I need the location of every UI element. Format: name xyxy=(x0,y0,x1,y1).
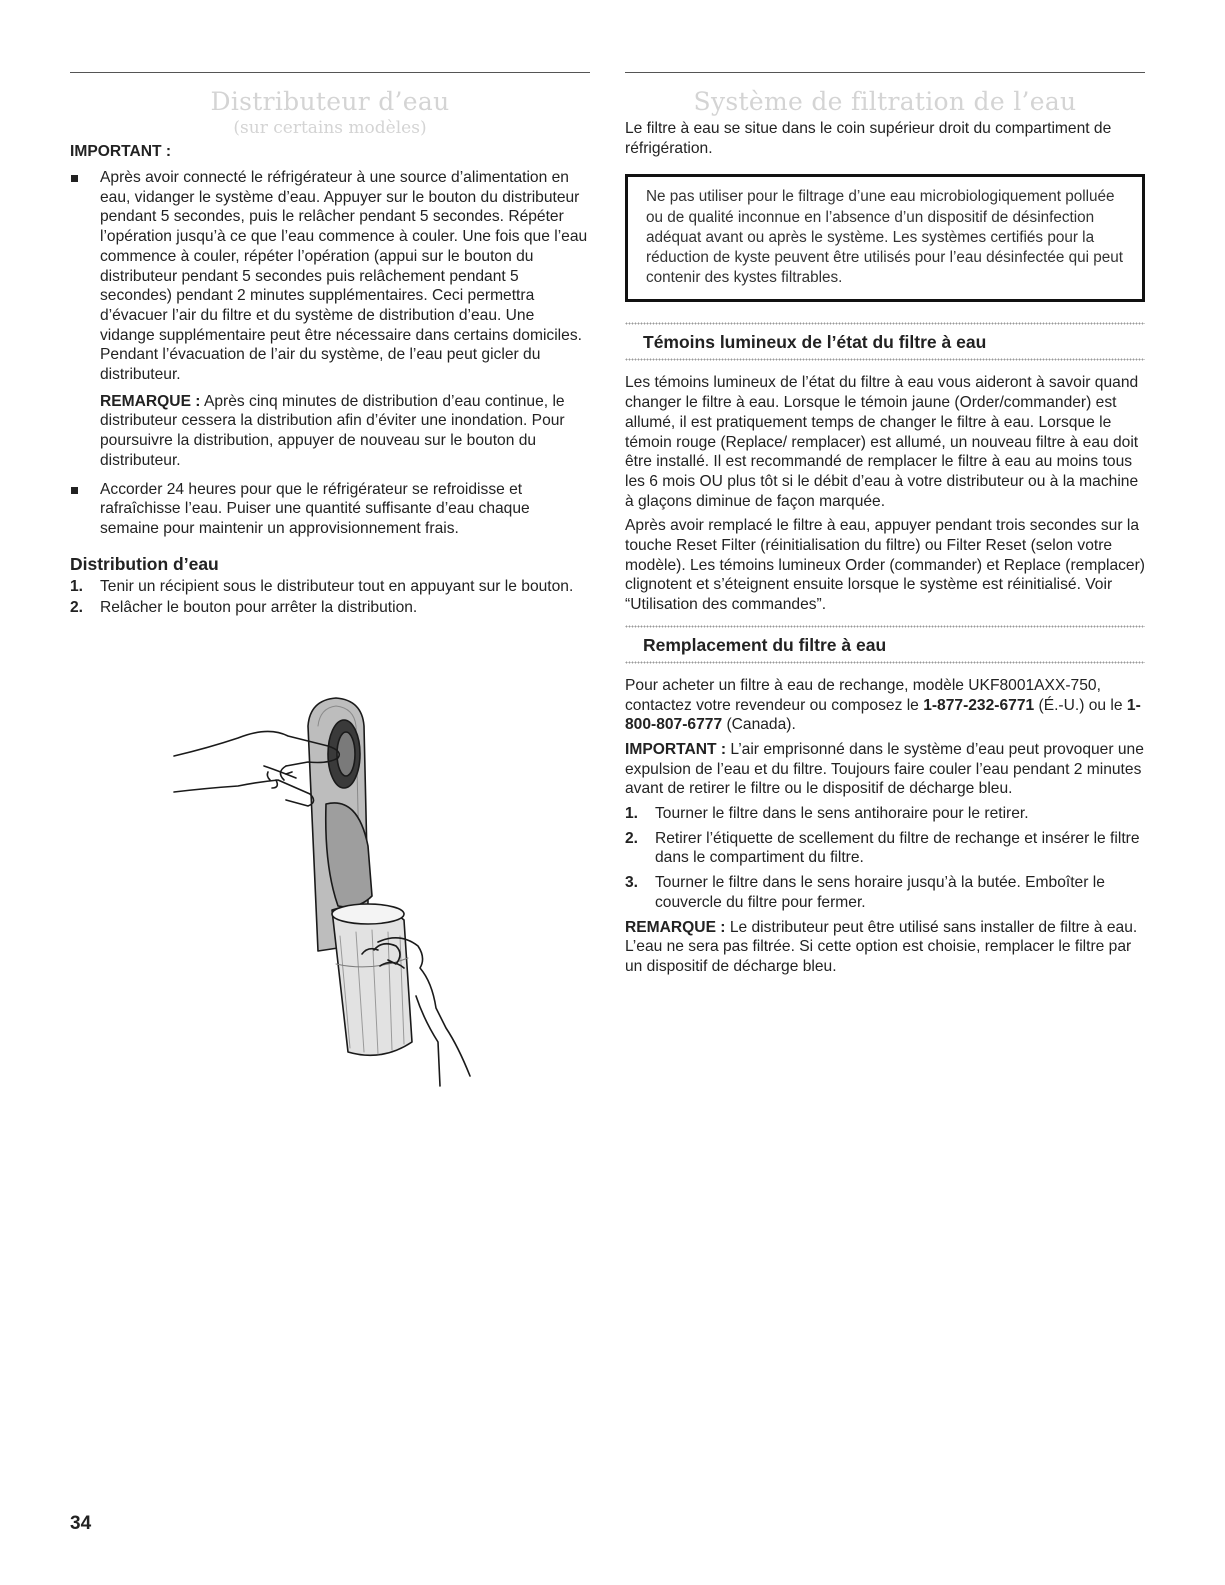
important-label: IMPORTANT : xyxy=(625,740,727,758)
note-text: Après cinq minutes de distribution d’eau continue, le distributeur cessera la distribution afin d’éviter une inondation. Pour poursuivre la distribution, appuyer de nouveau sur le bouton du distributeur. xyxy=(100,392,565,469)
page-number: 34 xyxy=(70,1513,92,1534)
square-bullet-icon xyxy=(71,175,78,182)
bullet-item xyxy=(70,480,590,539)
top-rule xyxy=(625,72,1145,73)
dispenser-illustration xyxy=(168,696,508,1092)
step-text: Tourner le filtre dans le sens horaire jusqu’à la butée. Emboîter le couvercle du filtre pour fermer. xyxy=(655,874,1105,911)
subheading-filter-replacement: Remplacement du filtre à eau xyxy=(643,634,887,655)
warning-box: Ne pas utiliser pour le filtrage d’une eau microbiologiquement polluée ou de qualité inconnue en l’absence d’un dispositif de désinfection adéquat avant ou après le système. Les systèmes certifiés pour la réduction de kyste peuvent être utilisés pour l’eau désinfectée qui peut contenir des kystes filtrables. xyxy=(625,174,1145,302)
indicators-paragraph: Les témoins lumineux de l’état du filtre à eau vous aideront à savoir quand changer le filtre à eau. Lorsque le témoin jaune (Order/commander) est allumé, il est pratiquement temps de changer le filtre à eau. Lorsque le témoin rouge (Replace/ remplacer) est allumé, un nouveau filtre à eau doit être installé. Il est recommandé de remplacer le filtre à eau au moins tous les 6 mois OU plus tôt si le débit d’eau à votre distributeur ou à la machine à glaçons diminue de façon marquée. xyxy=(625,374,1139,510)
note-label: REMARQUE : xyxy=(625,918,726,936)
bullet-item xyxy=(70,168,590,385)
important-paragraph xyxy=(625,740,1145,799)
step-text: Tourner le filtre dans le sens antihoraire pour le retirer. xyxy=(655,805,1029,823)
square-bullet-icon xyxy=(71,487,78,494)
step-text: Relâcher le bouton pour arrêter la distribution. xyxy=(100,599,418,617)
phone-us: 1-877-232-6771 xyxy=(923,696,1035,714)
step-number: 1. xyxy=(625,805,639,823)
important-text: L’air emprisonné dans le système d’eau peut provoquer une expulsion de l’eau et du filtre. Toujours faire couler l’eau pendant 2 minutes avant de retirer le filtre ou le dispositif de décharge bleu. xyxy=(625,740,1144,798)
step-text: Tenir un récipient sous le distributeur tout en appuyant sur le bouton. xyxy=(100,577,574,595)
phone-canada: 1-800-807-6777 xyxy=(625,696,1141,734)
section-subtitle: (sur certains modèles) xyxy=(233,118,427,138)
intro-paragraph: Le filtre à eau se situe dans le coin supérieur droit du compartiment de réfrigération. xyxy=(625,120,1112,157)
subheading-water-distribution: Distribution d’eau xyxy=(70,553,219,574)
reset-paragraph: Après avoir remplacé le filtre à eau, appuyer pendant trois secondes sur la touche Reset Filter (réinitialisation du filtre) ou Filter Reset (selon votre modèle). Les témoins lumineux Order (commander) et Replace (remplacer) clignotent et s’éteignent ensuite lorsque le système est réinitialisé. Voir “Utilisation des commandes”. xyxy=(625,517,1145,614)
note-paragraph xyxy=(70,392,590,471)
dotted-divider xyxy=(625,661,1145,664)
purchase-text: (Canada). xyxy=(722,716,796,734)
purchase-paragraph xyxy=(625,676,1145,735)
numbered-step xyxy=(70,577,590,597)
step-text: Retirer l’étiquette de scellement du filtre de rechange et insérer le filtre dans le compartiment du filtre. xyxy=(655,829,1140,867)
step-number: 3. xyxy=(625,874,639,892)
right-column xyxy=(625,72,1145,977)
note-paragraph xyxy=(625,918,1145,977)
section-title-water-filtration: Système de filtration de l’eau xyxy=(693,87,1077,116)
bullet-text: Après avoir connecté le réfrigérateur à une source d’alimentation en eau, vidanger le système d’eau. Appuyer sur le bouton du distributeur pendant 5 secondes, puis le relâcher pendant 5 secondes. Répéter l’opération jusqu’à ce que l’eau commence à couler. Une fois que l’eau commence à couler, répéter l’opération (appui sur le bouton du distributeur pendant 5 secondes puis relâchement pendant 5 secondes) pendant 2 minutes supplémentaires. Ceci permettra d’évacuer l’air du filtre et du système de distribution d’eau. Une vidange supplémentaire peut être nécessaire dans certains domiciles. Pendant l’évacuation de l’air du système, de l’eau peut gicler du distributeur. xyxy=(100,169,588,384)
important-label: IMPORTANT : xyxy=(70,143,172,160)
top-rule xyxy=(70,72,590,73)
purchase-text: Pour acheter un filtre à eau de rechange, modèle UKF8001AXX-750, contactez votre revendeur ou composez le xyxy=(625,676,1101,714)
dotted-divider xyxy=(625,358,1145,361)
numbered-step xyxy=(625,873,1145,912)
step-number: 2. xyxy=(625,829,639,847)
subheading-filter-indicators: Témoins lumineux de l’état du filtre à eau xyxy=(643,332,987,353)
step-number: 2. xyxy=(70,599,84,617)
numbered-step xyxy=(70,598,590,618)
numbered-step xyxy=(625,829,1145,868)
numbered-step xyxy=(625,804,1145,824)
left-column xyxy=(70,72,590,618)
section-title-water-dispenser: Distributeur d’eau xyxy=(210,87,450,116)
note-label: REMARQUE : xyxy=(100,392,201,410)
step-number: 1. xyxy=(70,577,84,595)
note-text: Le distributeur peut être utilisé sans installer de filtre à eau. L’eau ne sera pas filtrée. Si cette option est choisie, remplacer le filtre par un dispositif de décharge bleu. xyxy=(625,918,1138,975)
purchase-text: (É.-U.) ou le xyxy=(1034,696,1127,714)
bullet-text: Accorder 24 heures pour que le réfrigérateur se refroidisse et rafraîchisse l’eau. Puiser une quantité suffisante d’eau chaque semaine pour maintenir un approvisionnement frais. xyxy=(100,480,530,537)
